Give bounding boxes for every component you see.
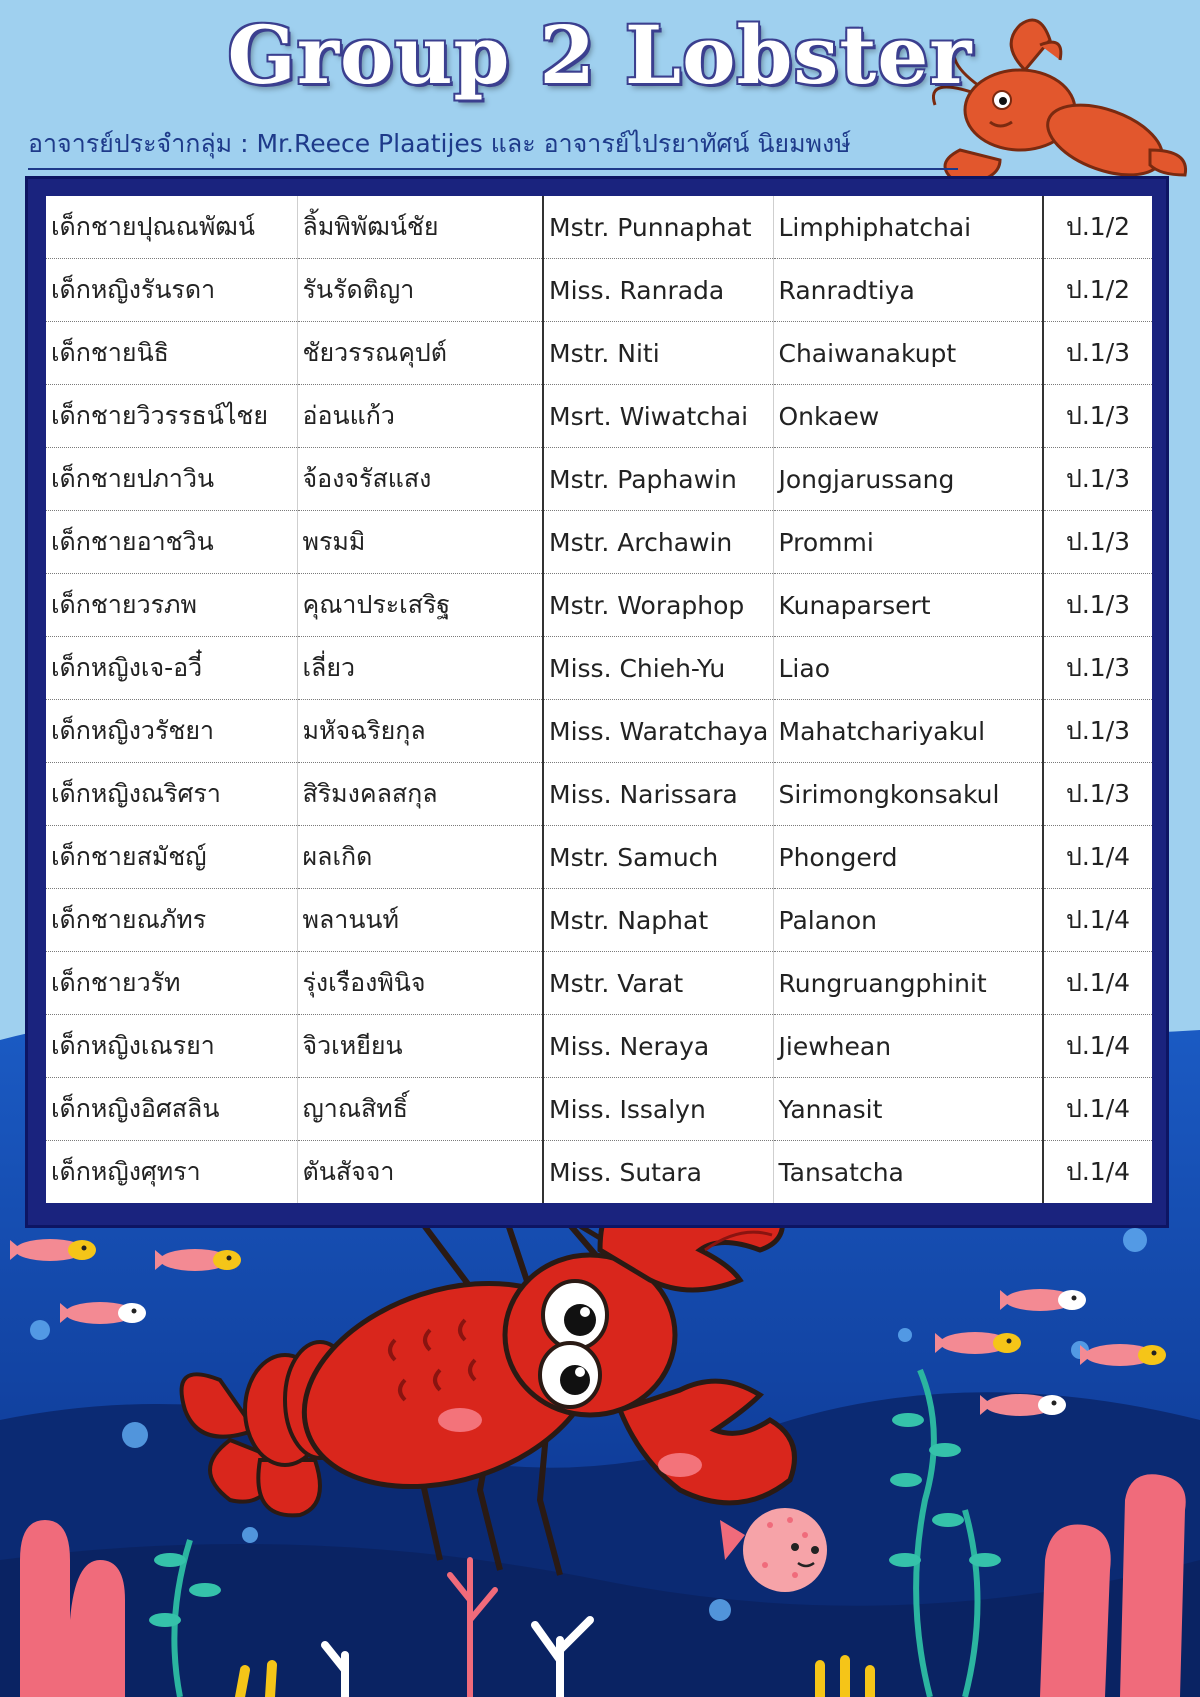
thai-first-name-cell: เด็กชายณภัทร [46, 889, 297, 952]
thai-first-name-cell: เด็กหญิงอิศสลิน [46, 1078, 297, 1141]
thai-first-name-cell: เด็กชายปุณณพัฒน์ [46, 196, 297, 259]
class-cell: ป.1/4 [1043, 889, 1152, 952]
thai-first-name-cell: เด็กหญิงเจ-อวี๋ [46, 637, 297, 700]
thai-first-name-cell: เด็กชายปภาวิน [46, 448, 297, 511]
thai-last-name-cell: สิริมงคลสกุล [297, 763, 543, 826]
english-last-name-cell: Kunaparsert [773, 574, 1043, 637]
english-first-name-cell: Miss. Issalyn [543, 1078, 773, 1141]
english-first-name-cell: Miss. Sutara [543, 1141, 773, 1204]
english-last-name-cell: Yannasit [773, 1078, 1043, 1141]
english-last-name-cell: Limphiphatchai [773, 196, 1043, 259]
table-row [46, 511, 1152, 574]
class-cell: ป.1/2 [1043, 196, 1152, 259]
class-cell: ป.1/3 [1043, 511, 1152, 574]
english-first-name-cell: Mstr. Woraphop [543, 574, 773, 637]
table-row [46, 574, 1152, 637]
teacher-line: อาจารย์ประจำกลุ่ม : Mr.Reece Plaatijes และ อาจารย์ไปรยาทัศน์ นิยมพงษ์ [28, 124, 958, 170]
roster-body [46, 196, 1152, 1203]
thai-last-name-cell: ญาณสิทธิ์ [297, 1078, 543, 1141]
table-row [46, 889, 1152, 952]
table-row [46, 259, 1152, 322]
thai-last-name-cell: เลี่ยว [297, 637, 543, 700]
class-cell: ป.1/3 [1043, 448, 1152, 511]
table-row [46, 1078, 1152, 1141]
english-first-name-cell: Miss. Chieh-Yu [543, 637, 773, 700]
class-cell: ป.1/3 [1043, 385, 1152, 448]
table-row [46, 763, 1152, 826]
english-first-name-cell: Miss. Narissara [543, 763, 773, 826]
english-first-name-cell: Mstr. Archawin [543, 511, 773, 574]
thai-first-name-cell: เด็กหญิงวรัชยา [46, 700, 297, 763]
english-last-name-cell: Sirimongkonsakul [773, 763, 1043, 826]
english-first-name-cell: Miss. Ranrada [543, 259, 773, 322]
thai-last-name-cell: ลิ้มพิพัฒน์ชัย [297, 196, 543, 259]
thai-last-name-cell: ตันสัจจา [297, 1141, 543, 1204]
thai-first-name-cell: เด็กชายวิวรรธน์ไชย [46, 385, 297, 448]
english-last-name-cell: Palanon [773, 889, 1043, 952]
thai-first-name-cell: เด็กชายวรภพ [46, 574, 297, 637]
english-last-name-cell: Chaiwanakupt [773, 322, 1043, 385]
english-last-name-cell: Tansatcha [773, 1141, 1043, 1204]
thai-last-name-cell: รันรัดติญา [297, 259, 543, 322]
thai-last-name-cell: รุ่งเรืองพินิจ [297, 952, 543, 1015]
class-cell: ป.1/4 [1043, 1078, 1152, 1141]
class-cell: ป.1/3 [1043, 763, 1152, 826]
student-roster-table [46, 196, 1152, 1203]
thai-first-name-cell: เด็กหญิงศุทรา [46, 1141, 297, 1204]
english-first-name-cell: Msrt. Wiwatchai [543, 385, 773, 448]
table-row [46, 448, 1152, 511]
thai-first-name-cell: เด็กหญิงณริศรา [46, 763, 297, 826]
class-cell: ป.1/3 [1043, 637, 1152, 700]
thai-first-name-cell: เด็กชายอาชวิน [46, 511, 297, 574]
thai-last-name-cell: คุณาประเสริฐ [297, 574, 543, 637]
english-last-name-cell: Jongjarussang [773, 448, 1043, 511]
table-row [46, 637, 1152, 700]
english-first-name-cell: Mstr. Samuch [543, 826, 773, 889]
english-last-name-cell: Onkaew [773, 385, 1043, 448]
thai-last-name-cell: จ้องจรัสแสง [297, 448, 543, 511]
table-row [46, 952, 1152, 1015]
thai-last-name-cell: มหัจฉริยกุล [297, 700, 543, 763]
table-row [46, 196, 1152, 259]
thai-last-name-cell: พรมมิ [297, 511, 543, 574]
class-cell: ป.1/4 [1043, 826, 1152, 889]
class-cell: ป.1/3 [1043, 574, 1152, 637]
table-row [46, 826, 1152, 889]
english-last-name-cell: Phongerd [773, 826, 1043, 889]
class-cell: ป.1/4 [1043, 952, 1152, 1015]
page-title: Group 2 Lobster [227, 8, 973, 102]
thai-last-name-cell: พลานนท์ [297, 889, 543, 952]
english-first-name-cell: Miss. Waratchaya [543, 700, 773, 763]
english-first-name-cell: Mstr. Varat [543, 952, 773, 1015]
thai-last-name-cell: อ่อนแก้ว [297, 385, 543, 448]
thai-last-name-cell: จิวเหยียน [297, 1015, 543, 1078]
english-first-name-cell: Mstr. Punnaphat [543, 196, 773, 259]
thai-first-name-cell: เด็กชายสมัชญ์ [46, 826, 297, 889]
thai-last-name-cell: ชัยวรรณคุปต์ [297, 322, 543, 385]
class-cell: ป.1/3 [1043, 700, 1152, 763]
english-first-name-cell: Mstr. Naphat [543, 889, 773, 952]
class-cell: ป.1/2 [1043, 259, 1152, 322]
table-row [46, 385, 1152, 448]
english-last-name-cell: Jiewhean [773, 1015, 1043, 1078]
english-first-name-cell: Miss. Neraya [543, 1015, 773, 1078]
thai-last-name-cell: ผลเกิด [297, 826, 543, 889]
english-first-name-cell: Mstr. Paphawin [543, 448, 773, 511]
thai-first-name-cell: เด็กหญิงเณรยา [46, 1015, 297, 1078]
english-first-name-cell: Mstr. Niti [543, 322, 773, 385]
table-row [46, 1015, 1152, 1078]
thai-first-name-cell: เด็กหญิงรันรดา [46, 259, 297, 322]
english-last-name-cell: Prommi [773, 511, 1043, 574]
class-cell: ป.1/3 [1043, 322, 1152, 385]
class-cell: ป.1/4 [1043, 1015, 1152, 1078]
english-last-name-cell: Liao [773, 637, 1043, 700]
english-last-name-cell: Ranradtiya [773, 259, 1043, 322]
thai-first-name-cell: เด็กชายนิธิ [46, 322, 297, 385]
table-row [46, 322, 1152, 385]
thai-first-name-cell: เด็กชายวรัท [46, 952, 297, 1015]
table-row [46, 1141, 1152, 1204]
class-cell: ป.1/4 [1065, 1157, 1131, 1186]
table-row [46, 700, 1152, 763]
english-last-name-cell: Mahatchariyakul [773, 700, 1043, 763]
english-last-name-cell: Rungruangphinit [773, 952, 1043, 1015]
